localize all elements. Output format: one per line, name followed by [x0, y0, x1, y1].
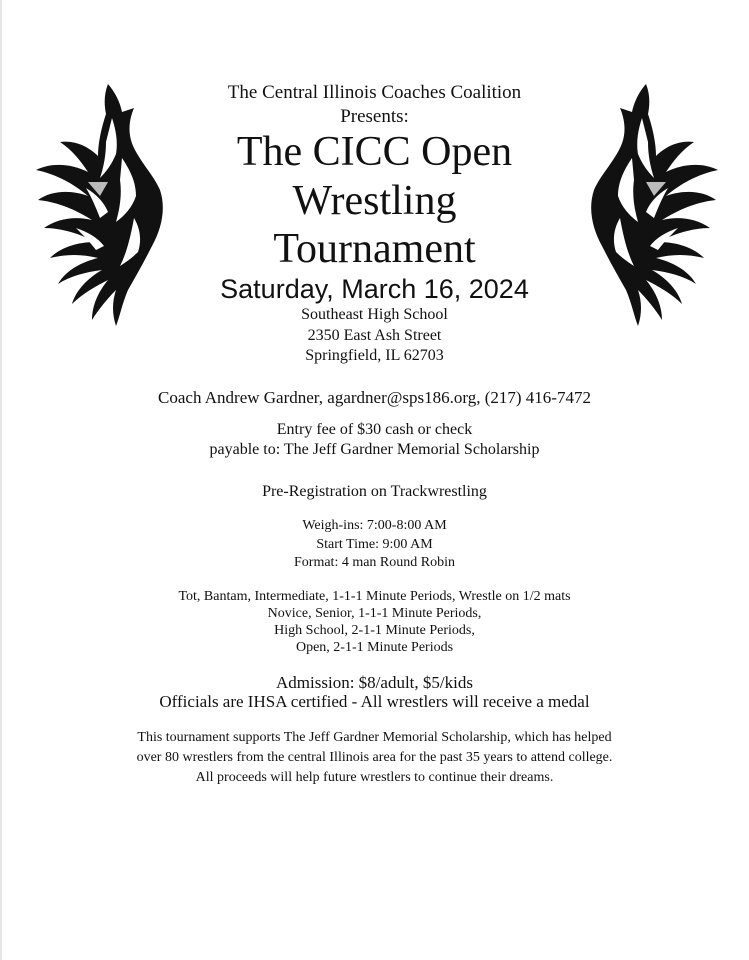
divisions-line-2: Novice, Senior, 1-1-1 Minute Periods,: [267, 606, 482, 621]
venue-school: Southeast High School: [301, 306, 448, 323]
registration-info: Pre-Registration on Trackwrestling: [262, 483, 487, 500]
venue-street: 2350 East Ash Street: [307, 327, 442, 344]
weigh-ins: Weigh-ins: 7:00-8:00 AM: [302, 518, 447, 533]
footer-line-3: All proceeds will help future wrestlers to continue their dreams.: [195, 770, 554, 785]
admission-prices: Admission: $8/adult, $5/kids: [276, 673, 473, 692]
footer-line-1: This tournament supports The Jeff Gardner Memorial Scholarship, which has helped: [137, 730, 612, 745]
organizer-name: The Central Illinois Coaches Coalition: [227, 82, 522, 103]
presents-label: Presents:: [340, 106, 409, 127]
entry-fee-line-2: payable to: The Jeff Gardner Memorial Scholarship: [209, 441, 540, 458]
contact-info: Coach Andrew Gardner, agardner@sps186.org, (217) 416-7472: [158, 388, 591, 407]
entry-fee-line-1: Entry fee of $30 cash or check: [276, 421, 473, 438]
format: Format: 4 man Round Robin: [294, 555, 455, 570]
officials-note: Officials are IHSA certified - All wrestlers will receive a medal: [159, 692, 590, 711]
title-line-2: Wrestling: [292, 178, 457, 224]
start-time: Start Time: 9:00 AM: [316, 537, 433, 552]
divisions-line-4: Open, 2-1-1 Minute Periods: [295, 640, 454, 655]
venue-city: Springfield, IL 62703: [305, 347, 444, 364]
title-line-3: Tournament: [273, 226, 476, 272]
event-date: Saturday, March 16, 2024: [220, 274, 529, 304]
divisions-line-3: High School, 2-1-1 Minute Periods,: [274, 623, 475, 638]
footer-line-2: over 80 wrestlers from the central Illinois area for the past 35 years to attend college.: [136, 750, 613, 765]
divisions-line-1: Tot, Bantam, Intermediate, 1-1-1 Minute Periods, Wrestle on 1/2 mats: [178, 589, 571, 604]
title-line-1: The CICC Open: [236, 129, 513, 175]
